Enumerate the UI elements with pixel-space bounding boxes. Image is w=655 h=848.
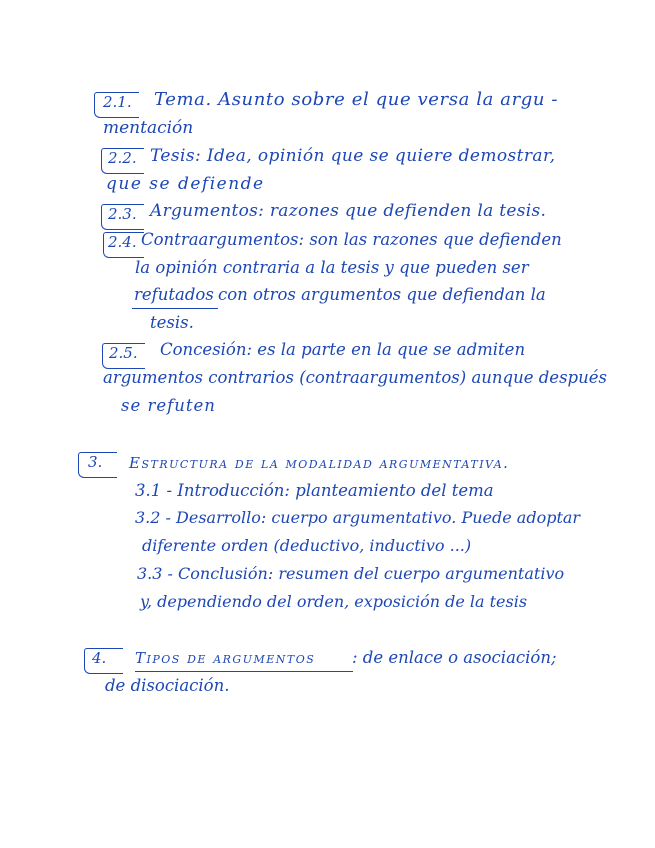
section-heading: : de enlace o asociación; xyxy=(352,648,557,667)
section-number: 2.5. xyxy=(109,344,138,362)
section-line: tesis. xyxy=(150,313,194,332)
section-line: se refuten xyxy=(121,396,216,415)
section-number: 4. xyxy=(92,649,107,667)
section-line-underlined: refutados xyxy=(134,285,214,304)
section-heading: Contraargumentos: son las razones que defienden xyxy=(141,230,562,249)
section-heading: Tesis: Idea, opinión que se quiere demostrar, xyxy=(150,146,556,166)
underline xyxy=(132,308,218,309)
subsection-line: y, dependiendo del orden, exposición de la tesis xyxy=(140,592,528,611)
section-title: Estructura de la modalidad argumentativa. xyxy=(129,454,510,472)
subsection-line: diferente orden (deductivo, inductivo ...) xyxy=(142,536,472,555)
section-number: 3. xyxy=(88,453,103,471)
section-continuation: de disociación. xyxy=(105,676,230,695)
section-heading: Tema. Asunto sobre el que versa la argu - xyxy=(154,89,559,110)
section-title: Tipos de argumentos xyxy=(135,649,316,667)
section-heading: Argumentos: razones que defienden la tesis. xyxy=(150,201,547,221)
section-line: la opinión contraria a la tesis y que pueden ser xyxy=(135,258,529,277)
subsection: 3.3 - Conclusión: resumen del cuerpo argumentativo xyxy=(137,564,565,583)
section-line: argumentos contrarios (contraargumentos) aunque después xyxy=(103,368,607,387)
section-continuation: mentación xyxy=(103,118,194,138)
section-heading: Concesión: es la parte en la que se admiten xyxy=(160,340,526,359)
subsection: 3.2 - Desarrollo: cuerpo argumentativo. Puede adoptar xyxy=(135,508,581,527)
section-number: 2.3. xyxy=(108,205,137,223)
section-continuation: que se defiende xyxy=(106,174,265,194)
section-number: 2.4. xyxy=(108,233,137,251)
underline xyxy=(135,671,353,672)
section-number: 2.2. xyxy=(108,149,137,167)
section-number: 2.1. xyxy=(103,93,132,111)
subsection: 3.1 - Introducción: planteamiento del tema xyxy=(135,481,494,500)
section-line: con otros argumentos que defiendan la xyxy=(218,285,546,304)
